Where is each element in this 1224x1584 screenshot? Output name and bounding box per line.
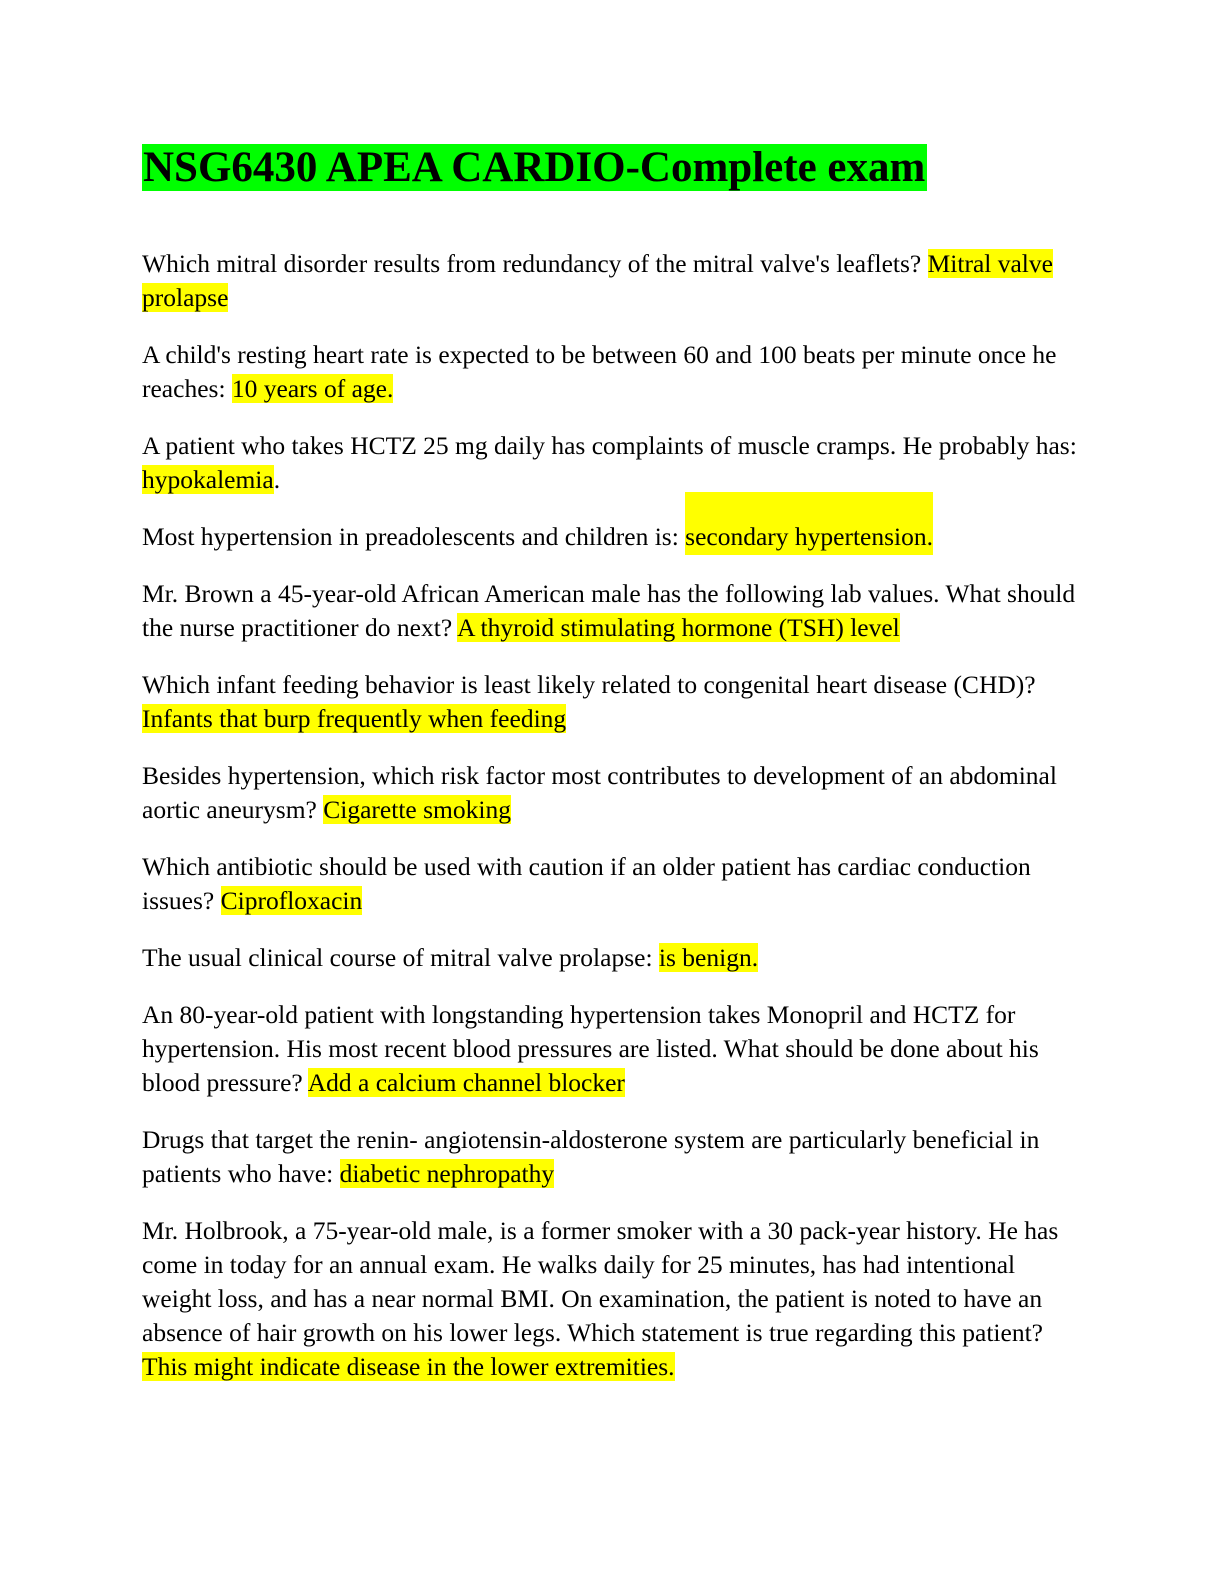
- qa-item-8: [142, 850, 1077, 918]
- answer-highlight: Mitral valve prolapse: [142, 249, 1053, 312]
- answer-highlight: This might indicate disease in the lower extremities.: [142, 1352, 675, 1381]
- title-highlight: NSG6430 APEA CARDIO-Complete exam: [143, 144, 926, 191]
- qa-item-2: [142, 338, 1077, 406]
- qa-item-5: [142, 577, 1077, 645]
- question-text: Most hypertension in preadolescents and children is:: [142, 522, 686, 551]
- document-title: [142, 140, 1077, 196]
- answer-highlight: hypokalemia: [142, 465, 274, 494]
- question-text: Drugs that target the renin- angiotensin-aldosterone system are particularly beneficial in patients who have:: [142, 1125, 1040, 1188]
- qa-item-12: [142, 1214, 1077, 1384]
- question-text: A child's resting heart rate is expected to be between 60 and 100 beats per minute once he reaches:: [142, 340, 1057, 403]
- document-page: [142, 140, 1077, 1407]
- answer-highlight: A thyroid stimulating hormone (TSH) level: [457, 613, 900, 642]
- answer-highlight: diabetic nephropathy: [339, 1159, 555, 1188]
- qa-item-4: [142, 520, 1077, 554]
- answer-highlight: is benign.: [658, 943, 759, 972]
- answer-trailing: .: [273, 465, 281, 494]
- qa-item-9: [142, 941, 1077, 975]
- qa-item-6: [142, 668, 1077, 736]
- answer-highlight: Infants that burp frequently when feeding: [142, 704, 567, 733]
- question-text: A patient who takes HCTZ 25 mg daily has complaints of muscle cramps. He probably has:: [142, 431, 1077, 460]
- qa-item-7: [142, 759, 1077, 827]
- qa-item-1: [142, 247, 1077, 315]
- qa-item-10: [142, 998, 1077, 1100]
- question-text: Which mitral disorder results from redundancy of the mitral valve's leaflets?: [142, 249, 928, 278]
- answer-highlight: Ciprofloxacin: [220, 886, 363, 915]
- answer-highlight: 10 years of age.: [231, 374, 394, 403]
- question-text: Which antibiotic should be used with caution if an older patient has cardiac conduction issues?: [142, 852, 1031, 915]
- question-text: The usual clinical course of mitral valve prolapse:: [142, 943, 659, 972]
- qa-item-3: [142, 429, 1077, 497]
- answer-highlight: Add a calcium channel blocker: [307, 1068, 625, 1097]
- answer-highlight: Cigarette smoking: [323, 795, 511, 824]
- question-text: An 80-year-old patient with longstanding hypertension takes Monopril and HCTZ for hypertension. His most recent blood pressures are listed. What should be done about his blood pressure?: [142, 1000, 1039, 1097]
- question-text: Besides hypertension, which risk factor most contributes to development of an abdominal aortic aneurysm?: [142, 761, 1057, 824]
- qa-item-11: [142, 1123, 1077, 1191]
- question-text: Mr. Holbrook, a 75-year-old male, is a former smoker with a 30 pack-year history. He has come in today for an annual exam. He walks daily for 25 minutes, has had intentional weight loss, and has a near normal BMI. On examination, the patient is noted to have an absence of hair growth on his lower legs. Which statement is true regarding this patient?: [142, 1216, 1059, 1347]
- question-text: Which infant feeding behavior is least likely related to congenital heart disease (CHD)?: [142, 670, 1036, 699]
- answer-highlight: secondary hypertension.: [685, 492, 933, 555]
- question-text: Mr. Brown a 45-year-old African American male has the following lab values. What should the nurse practitioner do next?: [142, 579, 1076, 642]
